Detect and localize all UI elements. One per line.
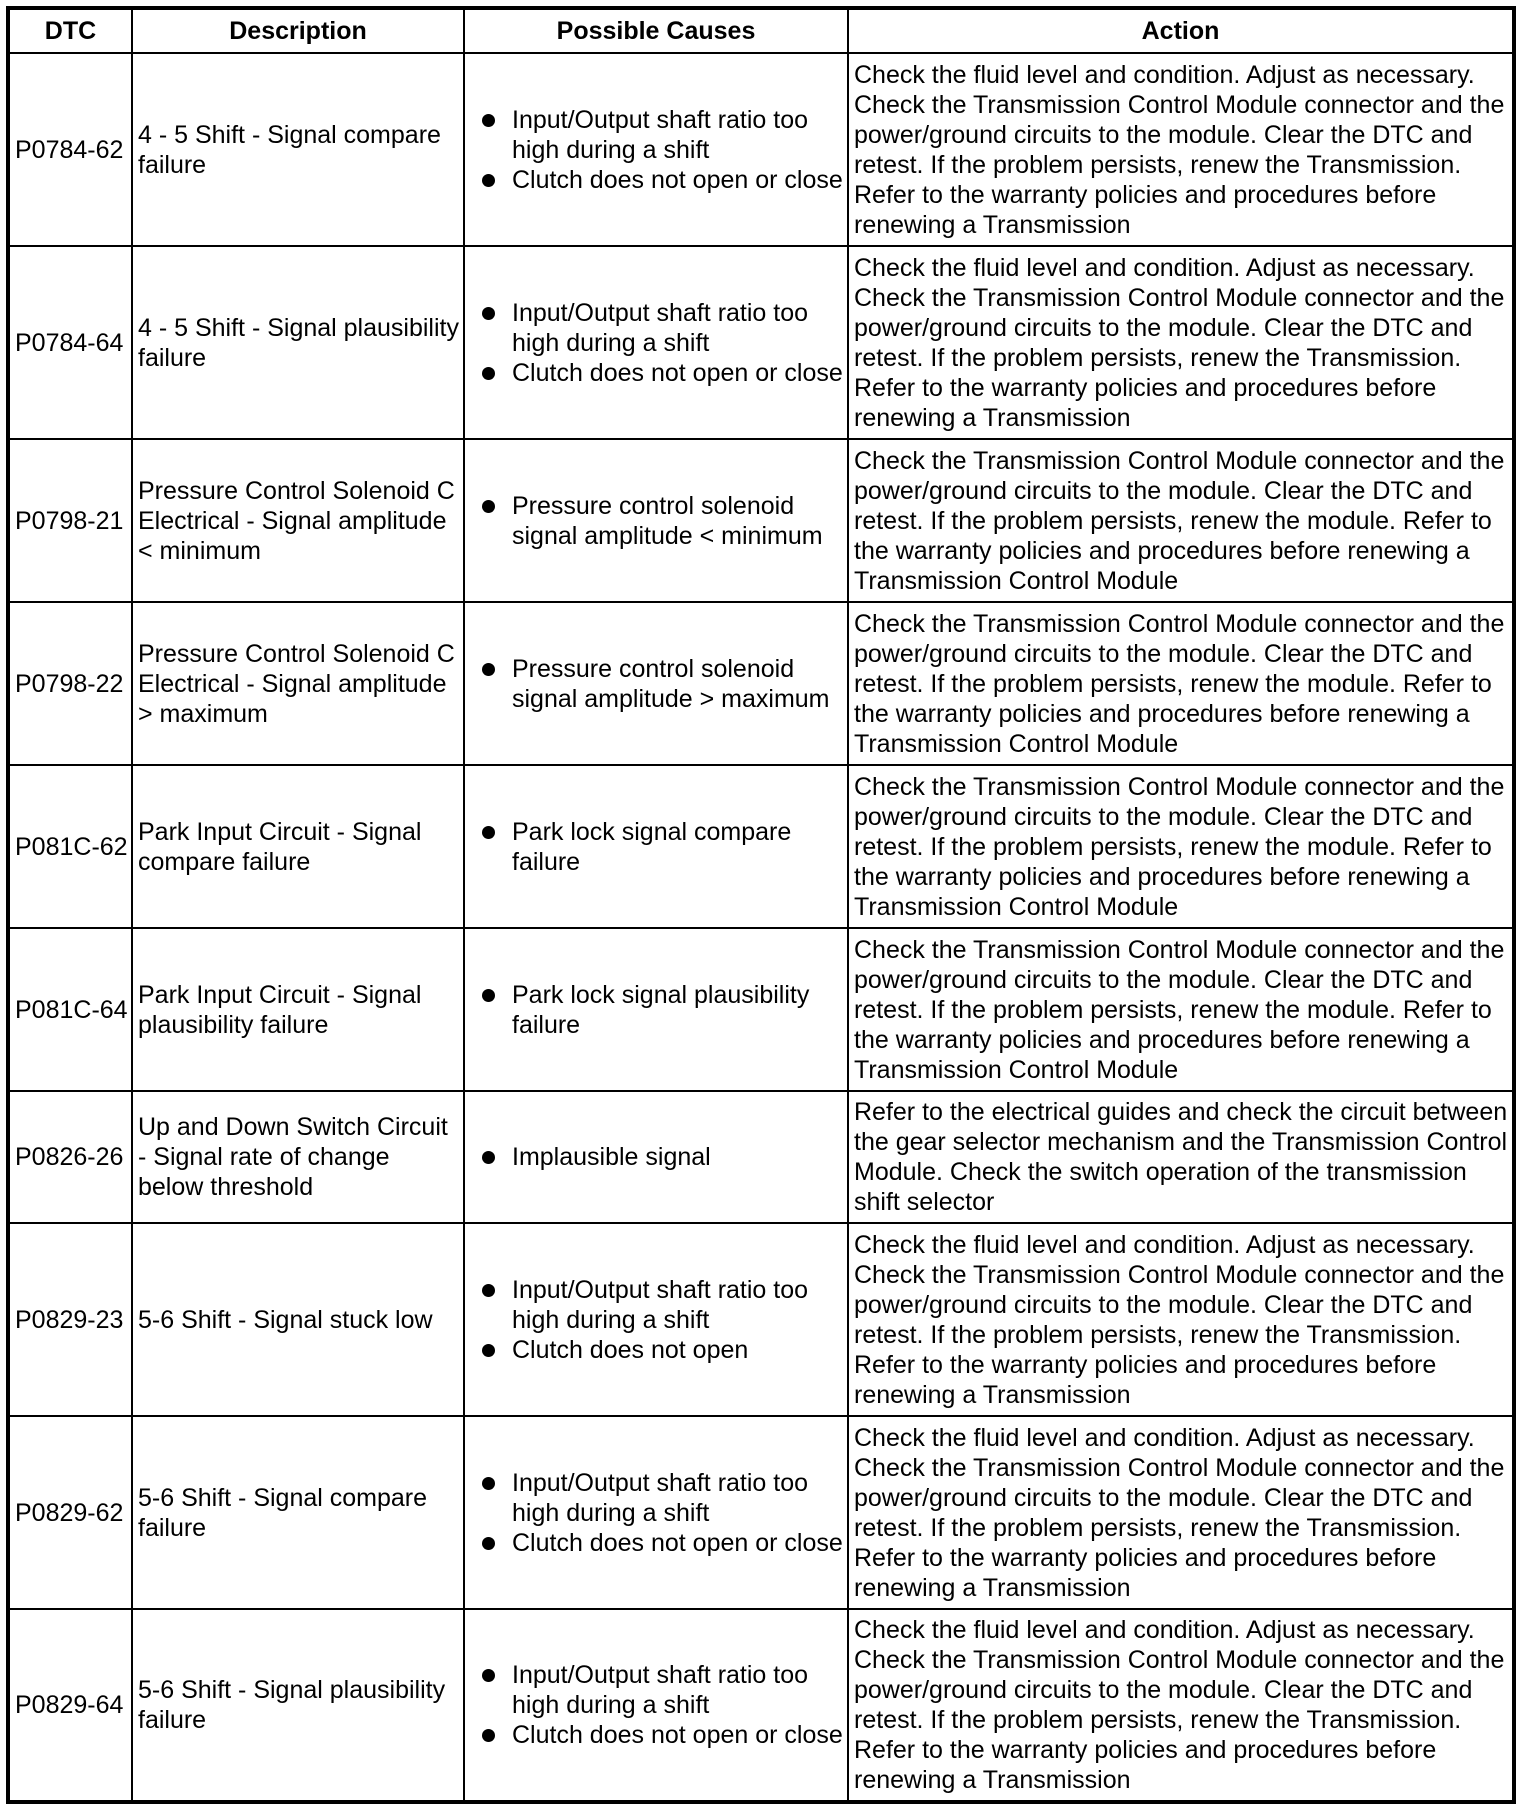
dtc-action: Check the fluid level and condition. Adjust as necessary. Check the Transmission Control Module connector and the power/ground circuits to the module. Clear the DTC and retest. If the problem persists, renew the Transmission. Refer to the warranty policies and procedures before renewing a Transmission <box>848 1609 1514 1802</box>
table-row <box>8 1223 1514 1416</box>
dtc-table-page <box>6 6 1512 1804</box>
possible-causes <box>464 1091 848 1223</box>
dtc-code: P0829-64 <box>8 1609 132 1802</box>
causes-list <box>470 817 843 877</box>
causes-list <box>470 1142 843 1172</box>
dtc-description: Pressure Control Solenoid C Electrical - Signal amplitude < minimum <box>132 439 464 602</box>
possible-causes <box>464 928 848 1091</box>
causes-list <box>470 105 843 195</box>
dtc-action: Check the fluid level and condition. Adjust as necessary. Check the Transmission Control Module connector and the power/ground circuits to the module. Clear the DTC and retest. If the problem persists, renew the Transmission. Refer to the warranty policies and procedures before renewing a Transmission <box>848 1223 1514 1416</box>
possible-causes <box>464 1609 848 1802</box>
dtc-description: 5-6 Shift - Signal stuck low <box>132 1223 464 1416</box>
table-row <box>8 246 1514 439</box>
causes-list <box>470 654 843 714</box>
dtc-description: Up and Down Switch Circuit - Signal rate of change below threshold <box>132 1091 464 1223</box>
dtc-description: 5-6 Shift - Signal compare failure <box>132 1416 464 1609</box>
cause-item: Input/Output shaft ratio too high during a shift <box>512 105 843 165</box>
table-header-row <box>8 8 1514 53</box>
dtc-code: P0829-23 <box>8 1223 132 1416</box>
dtc-code: P0784-64 <box>8 246 132 439</box>
causes-list <box>470 1660 843 1750</box>
cause-item: Park lock signal plausibility failure <box>512 980 843 1040</box>
cause-item: Input/Output shaft ratio too high during a shift <box>512 1660 843 1720</box>
cause-item: Input/Output shaft ratio too high during a shift <box>512 1275 843 1335</box>
dtc-action: Check the Transmission Control Module connector and the power/ground circuits to the module. Clear the DTC and retest. If the problem persists, renew the module. Refer to the warranty policies and procedures before renewing a Transmission Control Module <box>848 928 1514 1091</box>
dtc-code: P0829-62 <box>8 1416 132 1609</box>
header-action: Action <box>848 8 1514 53</box>
dtc-description: Pressure Control Solenoid C Electrical - Signal amplitude > maximum <box>132 602 464 765</box>
table-row <box>8 439 1514 602</box>
dtc-description: 4 - 5 Shift - Signal compare failure <box>132 53 464 246</box>
cause-item: Input/Output shaft ratio too high during a shift <box>512 1468 843 1528</box>
header-dtc: DTC <box>8 8 132 53</box>
dtc-description: 4 - 5 Shift - Signal plausibility failure <box>132 246 464 439</box>
causes-list <box>470 491 843 551</box>
causes-list <box>470 980 843 1040</box>
dtc-description: Park Input Circuit - Signal plausibility failure <box>132 928 464 1091</box>
possible-causes <box>464 1416 848 1609</box>
causes-list <box>470 1468 843 1558</box>
cause-item: Implausible signal <box>512 1142 843 1172</box>
possible-causes <box>464 1223 848 1416</box>
cause-item: Clutch does not open or close <box>512 1528 843 1557</box>
cause-item: Pressure control solenoid signal amplitude > maximum <box>512 654 843 714</box>
header-description: Description <box>132 8 464 53</box>
table-row <box>8 1091 1514 1223</box>
possible-causes <box>464 53 848 246</box>
table-row <box>8 928 1514 1091</box>
cause-item: Pressure control solenoid signal amplitude < minimum <box>512 491 843 551</box>
dtc-action: Check the fluid level and condition. Adjust as necessary. Check the Transmission Control Module connector and the power/ground circuits to the module. Clear the DTC and retest. If the problem persists, renew the Transmission. Refer to the warranty policies and procedures before renewing a Transmission <box>848 246 1514 439</box>
cause-item: Park lock signal compare failure <box>512 817 843 877</box>
dtc-action: Check the fluid level and condition. Adjust as necessary. Check the Transmission Control Module connector and the power/ground circuits to the module. Clear the DTC and retest. If the problem persists, renew the Transmission. Refer to the warranty policies and procedures before renewing a Transmission <box>848 53 1514 246</box>
dtc-code: P081C-62 <box>8 765 132 928</box>
dtc-code: P0798-21 <box>8 439 132 602</box>
table-row <box>8 1609 1514 1802</box>
table-row <box>8 53 1514 246</box>
dtc-code: P0826-26 <box>8 1091 132 1223</box>
dtc-description: Park Input Circuit - Signal compare failure <box>132 765 464 928</box>
table-row <box>8 602 1514 765</box>
possible-causes <box>464 602 848 765</box>
possible-causes <box>464 439 848 602</box>
dtc-action: Check the fluid level and condition. Adjust as necessary. Check the Transmission Control Module connector and the power/ground circuits to the module. Clear the DTC and retest. If the problem persists, renew the Transmission. Refer to the warranty policies and procedures before renewing a Transmission <box>848 1416 1514 1609</box>
causes-list <box>470 298 843 388</box>
dtc-action: Check the Transmission Control Module connector and the power/ground circuits to the module. Clear the DTC and retest. If the problem persists, renew the module. Refer to the warranty policies and procedures before renewing a Transmission Control Module <box>848 765 1514 928</box>
dtc-action: Check the Transmission Control Module connector and the power/ground circuits to the module. Clear the DTC and retest. If the problem persists, renew the module. Refer to the warranty policies and procedures before renewing a Transmission Control Module <box>848 439 1514 602</box>
dtc-table <box>6 6 1516 1804</box>
cause-item: Clutch does not open or close <box>512 1721 843 1749</box>
header-possible-causes: Possible Causes <box>464 8 848 53</box>
dtc-action: Check the Transmission Control Module connector and the power/ground circuits to the module. Clear the DTC and retest. If the problem persists, renew the module. Refer to the warranty policies and procedures before renewing a Transmission Control Module <box>848 602 1514 765</box>
table-row <box>8 1416 1514 1609</box>
table-row <box>8 765 1514 928</box>
cause-item: Clutch does not open <box>512 1335 843 1365</box>
dtc-action: Refer to the electrical guides and check the circuit between the gear selector mechanism and the Transmission Control Module. Check the switch operation of the transmission shift selector <box>848 1091 1514 1223</box>
dtc-code: P0798-22 <box>8 602 132 765</box>
dtc-code: P081C-64 <box>8 928 132 1091</box>
cause-item: Clutch does not open or close <box>512 165 843 194</box>
cause-item: Input/Output shaft ratio too high during a shift <box>512 298 843 358</box>
causes-list <box>470 1275 843 1365</box>
cause-item: Clutch does not open or close <box>512 358 843 387</box>
possible-causes <box>464 246 848 439</box>
dtc-description: 5-6 Shift - Signal plausibility failure <box>132 1609 464 1802</box>
dtc-code: P0784-62 <box>8 53 132 246</box>
possible-causes <box>464 765 848 928</box>
